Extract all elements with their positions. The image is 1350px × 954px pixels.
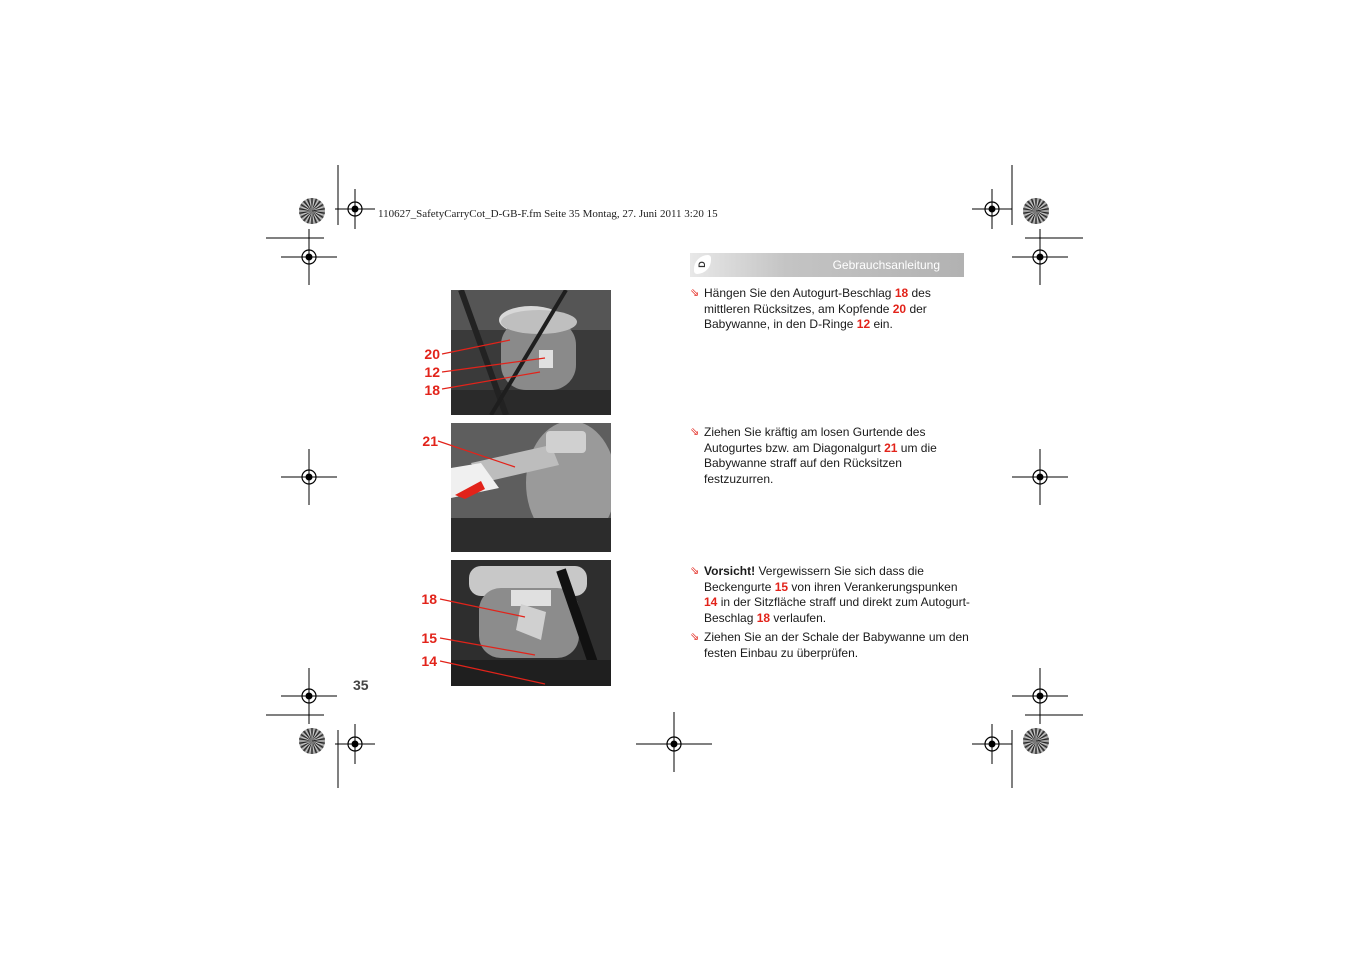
- ref-number: 12: [856, 317, 871, 331]
- language-badge: D: [694, 255, 711, 274]
- arrow-bullet-icon: ⇘: [690, 631, 700, 643]
- instruction-4: [690, 630, 970, 661]
- ref-number: 18: [756, 610, 771, 625]
- label-14: 14: [421, 653, 437, 669]
- text: Hängen Sie den Autogurt-Beschlag: [704, 286, 895, 300]
- ref-number: 20: [892, 301, 907, 316]
- page-number: 35: [353, 677, 369, 693]
- instruction-3: [690, 564, 970, 626]
- instruction-2: [690, 425, 970, 487]
- text: um die Babywanne straff auf den Rücksitzen festzuzurren.: [704, 440, 937, 486]
- ref-number: 14: [704, 595, 718, 609]
- ref-number: 21: [884, 440, 898, 455]
- label-18b: 18: [421, 591, 437, 607]
- label-15: 15: [421, 630, 437, 646]
- text: in der Sitzfläche straff und direkt zum Autogurt-Beschlag: [704, 595, 970, 625]
- instruction-1: [690, 286, 970, 333]
- text: der Babywanne, in den D-Ringe: [704, 301, 927, 331]
- file-info-line: 110627_SafetyCarryCot_D-GB-F.fm Seite 35 Montag, 27. Juni 2011 3:20 15: [378, 208, 718, 220]
- text: Ziehen Sie kräftig am losen Gurtende des Autogurtes bzw. am Diagonalgurt: [704, 425, 926, 455]
- text: Ziehen Sie an der Schale der Babywanne um den festen Einbau zu überprüfen.: [704, 630, 969, 660]
- text: von ihren Verankerungspunken: [788, 579, 958, 594]
- arrow-bullet-icon: ⇘: [690, 287, 700, 299]
- label-20: 20: [424, 346, 440, 362]
- ref-number: 18: [894, 286, 909, 300]
- label-21: 21: [422, 433, 438, 449]
- arrow-bullet-icon: ⇘: [690, 426, 700, 438]
- section-title: Gebrauchsanleitung: [832, 258, 940, 272]
- text: Vergewissern Sie sich dass die Beckengurte: [704, 564, 924, 594]
- text: verlaufen.: [770, 610, 827, 625]
- text: ein.: [870, 317, 893, 331]
- label-18: 18: [424, 382, 440, 398]
- label-12: 12: [424, 364, 440, 380]
- ref-number: 15: [774, 579, 789, 594]
- arrow-bullet-icon: ⇘: [690, 565, 700, 577]
- warning-lead: Vorsicht!: [704, 564, 756, 578]
- text: des mittleren Rücksitzes, am Kopfende: [704, 286, 931, 316]
